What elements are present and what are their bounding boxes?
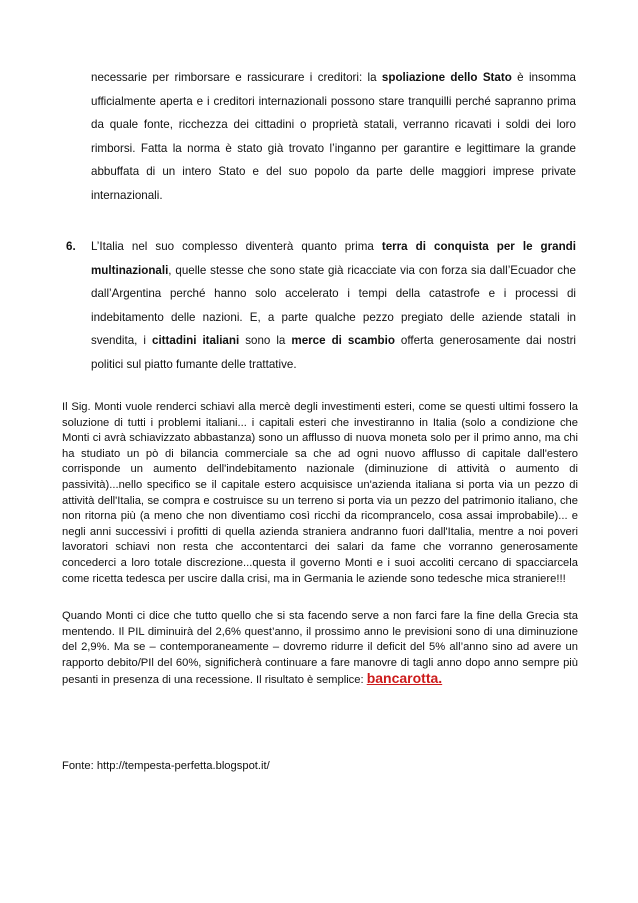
- continuation-text: [91, 66, 576, 207]
- text-segment: Quando Monti ci dice che tutto quello che si sta facendo serve a non farci fare la fine della Grecia sta mentendo. Il PIL diminuirà del 2,6% quest’anno, il prossimo anno le previsioni sono di una diminuzione del 2,9%. Ma se – contemporaneamente – dovremo ridurre il deficit del 5% all’anno sino ad avere un rapporto debito/PIl del 60%, significherà continuare a fare manovre di tagli anno dopo anno sempre più pesanti in presenza di una recessione. Il risultato è semplice:: [62, 610, 578, 687]
- list-item-continuation: [91, 66, 576, 207]
- list-item-6: [66, 235, 576, 376]
- list-number: 6.: [66, 240, 76, 253]
- list-item-text: [91, 235, 576, 376]
- source-line: Fonte: http://tempesta-perfetta.blogspot.it/: [62, 760, 270, 772]
- text-segment: L’Italia nel suo complesso diventerà quanto prima: [91, 240, 382, 253]
- bold-phrase: spoliazione dello Stato: [381, 71, 512, 84]
- text-segment: sono la: [239, 334, 292, 347]
- text-segment: è insomma ufficialmente aperta e i creditori internazionali possono stare tranquilli perché sapranno prima da quale fonte, ricchezza dei cittadini o proprietà statali, verranno ricavati i soldi dei loro rimborsi. Fatta la norma è stato già trovato l’inganno per garantire e legittimare la grande abbuffata di un intero Stato e del suo popolo da parte delle maggiori imprese private internazionali.: [91, 71, 577, 202]
- text-segment: , quelle stesse che sono state già ricacciate via con forza sia dall’Ecuador che dall’Argentina perché hanno solo accelerato i tempi della catastrofe e i processi di indebitamento delle nazioni. E, a parte qualche pezzo pregiato delle aziende statali in svendita, i: [91, 263, 576, 347]
- paragraph-text: [62, 609, 578, 689]
- bold-phrase: terra di conquista per le grandi multinazionali: [91, 240, 576, 277]
- bold-phrase: merce di scambio: [291, 334, 395, 347]
- text-segment: necessarie per rimborsare e rassicurare i creditori: la: [91, 71, 382, 84]
- text-segment: offerta generosamente dai nostri politici sul piatto fumante delle trattative.: [91, 334, 577, 371]
- paragraph-grecia: [62, 609, 578, 693]
- highlight-bancarotta: bancarotta.: [366, 670, 443, 687]
- bold-phrase: cittadini italiani: [152, 334, 240, 347]
- paragraph-text: Il Sig. Monti vuole renderci schiavi alla mercè degli investimenti esteri, come se questi ultimi fossero la soluzione di tutti i problemi italiani... i capitali esteri che investiranno in Italia (solo a condizione che Monti ci avrà schiavizzato abbastanza) sono un afflusso di nuova moneta solo per il primo anno, ma chi ha studiato un pò di bilancia commerciale sa che ad ogni nuovo afflusso di capitale dall'estero corrisponde un aumento dell'indebitamento nazionale (diminuzione di attività o aumento di passività)...nello specifico se il capitale estero acquisisce un'azienda italiana si porta via un pezzo di attività dell'Italia, se compra e costruisce su un terreno si porta via un pezzo del patrimonio italiano, che non ritorna più (a meno che non diventiamo così ricchi da ricomprancelo, cosa assai improbabile)... e negli anni successivi i profitti di quella azienda straniera andranno fuori dall'Italia, mentre a noi poveri lavoratori schiavi non resta che accontentarci dei salari da fame che vorranno generosamente concederci a loro totale discrezione...questa il governo Monti e i suoi accoliti cercano di spacciarcela come ricetta tedesca per uscire dalla crisi, ma in Germania le aziende sono tedesche mica straniere!!!: [62, 401, 578, 585]
- paragraph-monti: [62, 400, 578, 591]
